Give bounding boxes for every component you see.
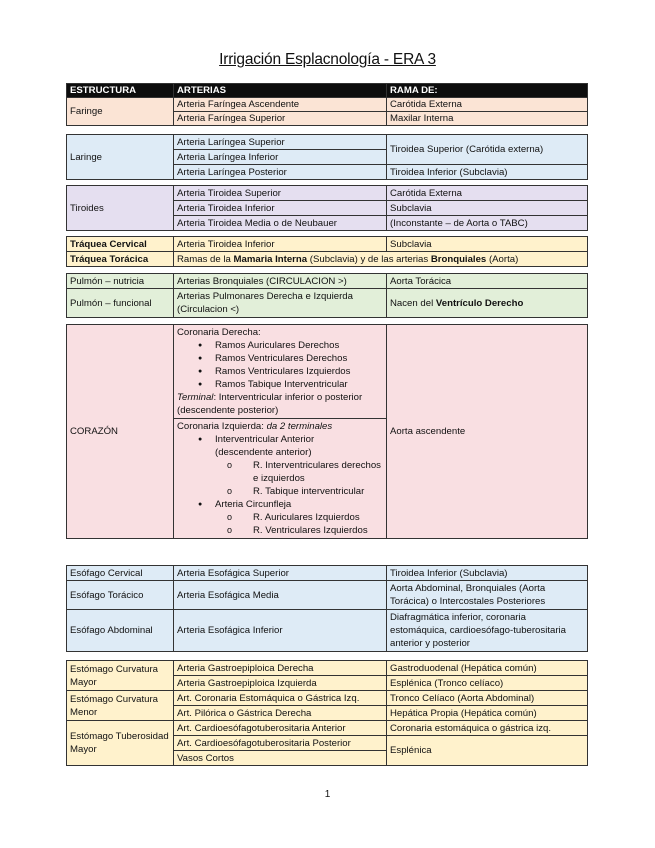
rama-cell: Carótida Externa [387,186,588,201]
sub-list-item: o R. Tabique interventricular [227,485,383,498]
rama-cell: Subclavia [387,201,588,216]
table-row [67,610,588,652]
arteria-cell: Arteria Laríngea Superior [174,135,387,150]
text-span: Coronaria Izquierda: [177,421,267,432]
header-rama: RAMA DE: [387,84,588,98]
table-estomago [66,660,588,766]
table-faringe [66,83,588,126]
header-arterias: ARTERIAS [174,84,387,98]
estructura-laringe: Laringe [67,135,174,180]
estructura-traquea-cervical: Tráquea Cervical [67,237,174,252]
table-row [67,691,588,706]
table-tiroides [66,185,588,231]
estructura-traquea-toracica: Tráquea Torácica [67,252,174,267]
table-row [67,98,588,112]
text-span: Ramas de la [177,253,234,265]
list-item: ● Ramos Auriculares Derechos [185,339,383,352]
arteria-cell: Arteria Gastroepiploica Izquierda [174,676,387,691]
table-row [67,721,588,736]
arteria-cell: Arteria Tiroidea Inferior [174,237,387,252]
estructura-esofago-abdominal: Esófago Abdominal [67,610,174,652]
rama-cell: Diafragmática inferior, coronaria estomáquica, cardioesófago-tuberositaria anterior y posterior [387,610,588,652]
arteria-cell: Arteria Laríngea Posterior [174,165,387,180]
text-bold: Bronquiales [430,253,487,265]
rama-cell: Subclavia [387,237,588,252]
text-span: Nacen del [390,297,436,309]
arteria-cell: Arteria Faríngea Ascendente [174,98,387,112]
arteria-cell: Arteria Gastroepiploica Derecha [174,661,387,676]
text-span: : Interventricular inferior o posterior (descendente posterior) [177,392,363,416]
sub-list-item: o R. Interventriculares derechos e izquierdos [227,459,383,485]
rama-cell [387,289,588,318]
table-row [67,566,588,581]
estructura-pulmon-funcional: Pulmón – funcional [67,289,174,318]
rama-cell: Hepática Propia (Hepática común) [387,706,588,721]
rama-cell: Tiroidea Superior (Carótida externa) [387,135,588,165]
list-item: ● Arteria Circunfleja [185,498,383,511]
terminal-label: Terminal [177,392,214,403]
text-italic: da 2 terminales [266,421,333,432]
rama-cell: Carótida Externa [387,98,588,112]
rama-cell: Aorta Abdominal, Bronquiales (Aorta Torácica) o Intercostales Posteriores [387,581,588,610]
estructura-esofago-cervical: Esófago Cervical [67,566,174,581]
arteria-cell: Arteria Tiroidea Superior [174,186,387,201]
arteria-cell: Arteria Tiroidea Media o de Neubauer [174,216,387,231]
estructura-estomago-tuberosidad-mayor: Estómago Tuberosidad Mayor [67,721,174,766]
table-laringe [66,134,588,180]
arteria-cell: Arteria Esofágica Media [174,581,387,610]
estructura-esofago-toracico: Esófago Torácico [67,581,174,610]
estructura-estomago-curvatura-mayor: Estómago Curvatura Mayor [67,661,174,691]
table-row [67,237,588,252]
table-traquea [66,236,588,267]
terminal-text [177,391,383,417]
arteria-cell: Arterias Bronquiales (CIRCULACION >) [174,274,387,289]
list-item: ● Ramos Ventriculares Derechos [185,352,383,365]
coronaria-derecha-cell [174,325,387,419]
coronaria-derecha-list [177,339,383,391]
table-row [67,274,588,289]
list-item: ● Interventricular Anterior (descendente anterior) [185,433,383,459]
arteria-cell: Arteria Tiroidea Inferior [174,201,387,216]
rama-cell: Coronaria estomáquica o gástrica izq. [387,721,588,736]
arteria-cell: Arterias Pulmonares Derecha e Izquierda (Circulacion <) [174,289,387,318]
circunfleja-sublist [177,511,383,537]
text-bold: Ventrículo Derecho [435,297,524,309]
rama-cell: Esplénica (Tronco celíaco) [387,676,588,691]
coronaria-derecha-title: Coronaria Derecha: [177,327,261,338]
rama-cell: Tronco Celíaco (Aorta Abdominal) [387,691,588,706]
page-title: Irrigación Esplacnología - ERA 3 [219,51,436,68]
coronaria-izquierda-cell [174,419,387,539]
arteria-cell: Arteria Faríngea Superior [174,112,387,126]
coronaria-izquierda-list [177,433,383,459]
table-pulmon [66,273,588,318]
circunfleja-list [177,498,383,511]
rama-cell: Tiroidea Inferior (Subclavia) [387,566,588,581]
table-row [67,252,588,267]
arteria-cell: Vasos Cortos [174,751,387,766]
table-corazon [66,324,588,539]
table-row [67,186,588,201]
arteria-cell: Art. Pilórica o Gástrica Derecha [174,706,387,721]
estructura-faringe: Faringe [67,98,174,126]
arteria-cell: Arteria Esofágica Inferior [174,610,387,652]
table-row [67,661,588,676]
rama-cell: (Inconstante – de Aorta o TABC) [387,216,588,231]
list-item: ● Ramos Tabique Interventricular [185,378,383,391]
table-row [67,289,588,318]
rama-cell: Tiroidea Inferior (Subclavia) [387,165,588,180]
rama-cell: Maxilar Interna [387,112,588,126]
arteria-cell: Art. Cardioesófagotuberositaria Anterior [174,721,387,736]
rama-corazon: Aorta ascendente [387,325,588,539]
rama-cell: Esplénica [387,736,588,766]
sub-list-item: o R. Auriculares Izquierdos [227,511,383,524]
table-row [67,581,588,610]
sub-list-item: o R. Ventriculares Izquierdos [227,524,383,537]
text-bold: Mamaria Interna [233,253,308,265]
table-row [67,325,588,419]
rama-cell: Aorta Torácica [387,274,588,289]
estructura-estomago-curvatura-menor: Estómago Curvatura Menor [67,691,174,721]
table-row [67,135,588,150]
text-span: (Aorta) [486,253,519,265]
header-estructura: ESTRUCTURA [67,84,174,98]
estructura-pulmon-nutricia: Pulmón – nutricia [67,274,174,289]
estructura-corazon: CORAZÓN [67,325,174,539]
list-item: ● Ramos Ventriculares Izquierdos [185,365,383,378]
arteria-cell [174,252,588,267]
arteria-cell: Art. Cardioesófagotuberositaria Posterior [174,736,387,751]
table-header-row [67,84,588,98]
iv-anterior-sublist [177,459,383,498]
page-number: 1 [324,789,331,800]
coronaria-izquierda-title [177,420,383,433]
arteria-cell: Art. Coronaria Estomáquica o Gástrica Izq. [174,691,387,706]
text-span: (Subclavia) y de las arterias [307,253,431,265]
rama-cell: Gastroduodenal (Hepática común) [387,661,588,676]
arteria-cell: Arteria Laríngea Inferior [174,150,387,165]
arteria-cell: Arteria Esofágica Superior [174,566,387,581]
table-esofago [66,565,588,652]
estructura-tiroides: Tiroides [67,186,174,231]
